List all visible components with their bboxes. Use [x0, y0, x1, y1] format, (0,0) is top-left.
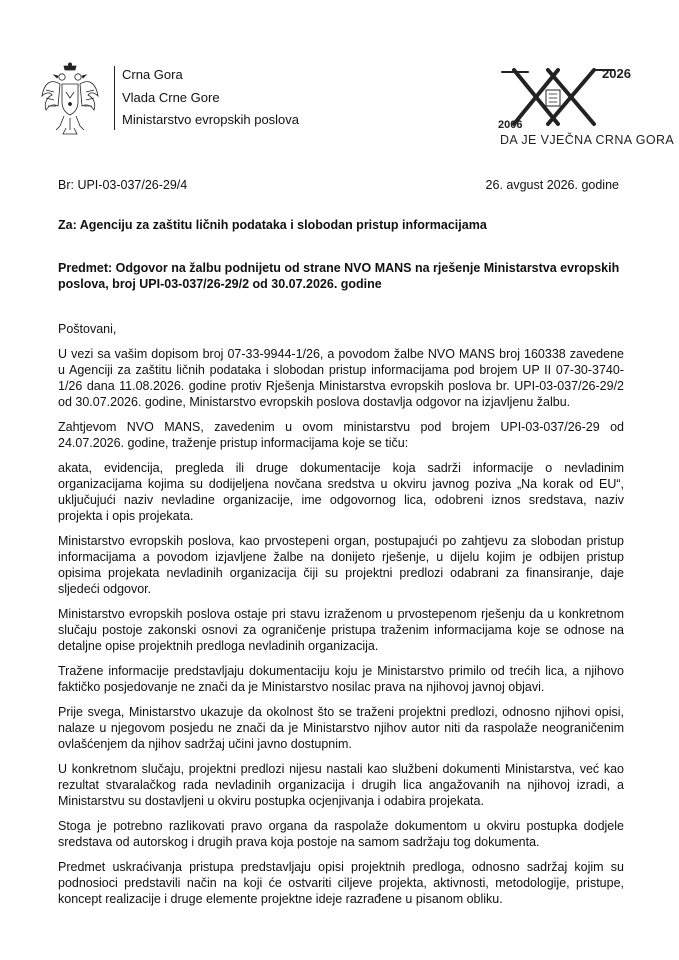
- paragraph: U konkretnom slučaju, projektni predlozi nijesu nastali kao službeni dokumenti Ministarstva, već kao rezultat stvaralačkog rada nevladinih organizacija i drugih lica angažovanih na njihovoj izradi, a Ministarstvu su dostavljeni u okviru postupka ocjenjivanja i odabira projekata.: [58, 762, 624, 808]
- paragraph: U vezi sa vašim dopisom broj 07-33-9944-1/26, a povodom žalbe NVO MANS broj 160338 zavedene u Agenciji za zaštitu ličnih podataka i slobodan pristup informacijama pod brojem UP II 07-30-3740-1/26 dana 11.08.2026. godine protiv Rješenja Ministarstva evropskih poslova br. UPI-03-037/26-29/2 od 30.07.2026. godine, Ministarstvo evropskih poslova dostavlja odgovor na izjavljenu žalbu.: [58, 347, 624, 409]
- header-divider: [114, 66, 115, 130]
- logo-year-right: 2026: [602, 66, 631, 81]
- header-government: Vlada Crne Gore: [122, 90, 220, 105]
- subject: Predmet: Odgovor na žalbu podnijetu od strane NVO MANS na rješenje Ministarstva evropskih poslova, broj UPI-03-037/26-29/2 od 30.07.2026. godine: [58, 261, 620, 291]
- header-country: Crna Gora: [122, 67, 183, 82]
- greeting: Poštovani,: [58, 322, 117, 336]
- recipient: Za: Agenciju za zaštitu ličnih podataka i slobodan pristup informacijama: [58, 218, 487, 232]
- document-date: 26. avgust 2026. godine: [485, 178, 619, 192]
- paragraph: Zahtjevom NVO MANS, zavedenim u ovom ministarstvu pod brojem UPI-03-037/26-29 od 24.07.2026. godine, traženje pristup informacijama koje se tiču:: [58, 420, 624, 450]
- paragraph: akata, evidencija, pregleda ili druge dokumentacije koja sadrži informacije o nevladinim organizacijama kojima su dodijeljena novčana sredstva u okviru javnog poziva „Na korak od EU“, uključujući naziv nevladine organizacije, ime odgovornog lica, odobreni iznos sredstava, naziv projekta i opis projekata.: [58, 461, 624, 523]
- montenegro-coat-of-arms-icon: [38, 62, 102, 136]
- logo-slogan: DA JE VJEČNA CRNA GORA: [500, 133, 675, 147]
- paragraph: Predmet uskraćivanja pristupa predstavljaju opisi projektnih predloga, odnosno sadržaj kojim su podnosioci predstavili način na koji će ostvariti ciljeve projekta, aktivnosti, metodologije, pristupe, koncept realizacije i druge elemente projektne ideje razrađene u pisanom obliku.: [58, 860, 624, 906]
- header-ministry: Ministarstvo evropskih poslova: [122, 112, 300, 127]
- logo-year-left: 2006: [498, 119, 523, 131]
- paragraph: Ministarstvo evropskih poslova ostaje pri stavu izraženom u prvostepenom rješenju da u konkretnom slučaju postoje zakonski osnovi za ograničenje pristupa traženim informacijama koje se odnose na detaljne opise projektnih predloga nevladinih organizacija.: [58, 607, 624, 653]
- letter-body: [58, 346, 624, 916]
- reference-number: Br: UPI-03-037/26-29/4: [58, 178, 188, 192]
- paragraph: Ministarstvo evropskih poslova, kao prvostepeni organ, postupajući po zahtjevu za slobodan pristup informacijama a povodom izjavljene žalbe na donijeto rješenje, u dijelu kojim je odbijen pristup opisima projekata nevladinih organizacija čiji su projektni predlozi odabrani za finansiranje, daje sljedeći odgovor.: [58, 534, 624, 596]
- paragraph: Tražene informacije predstavljaju dokumentaciju koju je Ministarstvo primilo od trećih lica, a njihovo faktičko posjedovanje ne znači da je Ministarstvo nosilac prava na njihovoj javnoj objavi.: [58, 664, 624, 694]
- paragraph: Stoga je potrebno razlikovati pravo organa da raspolaže dokumentom u okviru postupka dodjele sredstava od autorskog i drugih prava koja postoje na samom sadržaju tog dokumenta.: [58, 819, 624, 849]
- paragraph: Prije svega, Ministarstvo ukazuje da okolnost što se traženi projektni predlozi, odnosno njihovi opisi, nalaze u njegovom posjedu ne znači da je Ministarstvo njihov autor niti da raspolaže neograničenim ovlašćenjem da njihov sadržaj učini javno dostupnim.: [58, 705, 624, 751]
